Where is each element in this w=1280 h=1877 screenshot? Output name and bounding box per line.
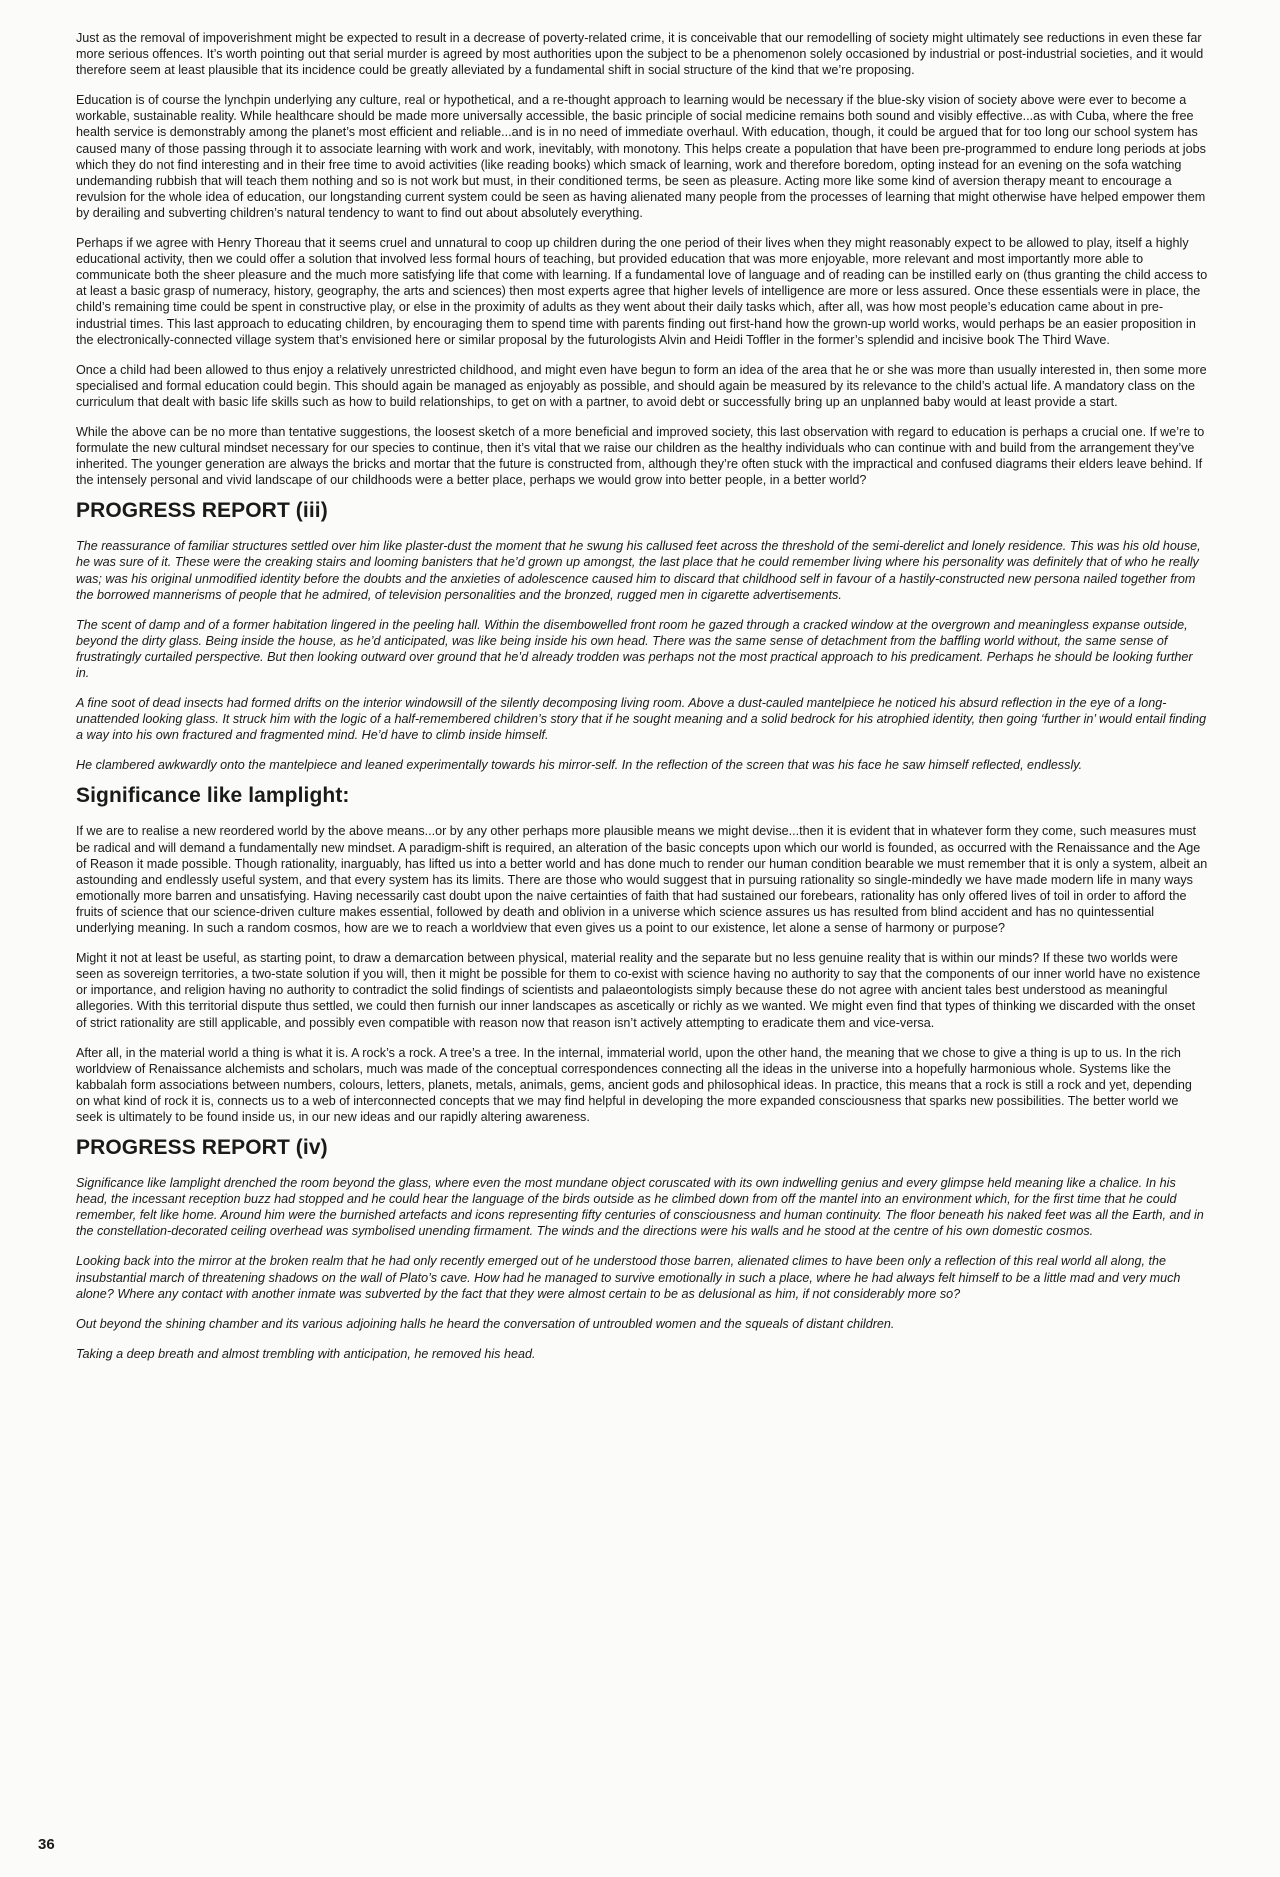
article-body bbox=[76, 30, 1208, 1376]
section-heading-progress-report-iv: PROGRESS REPORT (iv) bbox=[76, 1136, 328, 1160]
italic-paragraph: The scent of damp and of a former habitation lingered in the peeling hall. Within the disembowelled front room he gazed through a cracked window at the overgrown and meaningless expanse outside, beyond the dirty glass. Being inside the house, as he’d anticipated, was like being inside his own head. There was the same sense of detachment from the baffling world without, the same sense of frustratingly curtailed perspective. But then looking outward over ground that he’d already trodden was perhaps not the most practical approach to his predicament. Perhaps he should be looking further in. bbox=[76, 617, 1193, 680]
italic-paragraph: Significance like lamplight drenched the room beyond the glass, where even the most mundane object coruscated with its own indwelling genius and every glimpse held meaning like a chalice. In his head, the incessant reception buzz had stopped and he could hear the language of the birds outside as he climbed down from off the mantel into an environment which, for the first time that he could remember, felt like home. Around him were the burnished artefacts and icons representing fifty centuries of consciousness and human continuity. The floor beneath his naked feet was all the Earth, and in the constellation-decorated ceiling overhead was symbolised unending firmament. The winds and the directions were his walls and he stood at the centre of his own domestic cosmos. bbox=[76, 1176, 1204, 1239]
section-heading-significance-like-lamplight: Significance like lamplight: bbox=[76, 784, 350, 808]
paragraph: If we are to realise a new reordered world by the above means...or by any other perhaps more plausible means we might devise...then it is evident that in whatever form they come, such measures must be radical and will demand a fundamentally new mindset. A paradigm-shift is required, an alteration of the basic concepts upon which our world is founded, as occurred with the Renaissance and the Age of Reason it made possible. Though rationality, inarguably, has lifted us into a better world and has done much to render our human condition bearable we must remember that it is only a system, albeit an astounding and endlessly useful system, and that every system has its limits. There are those who would suggest that in pursuing rationality so single-mindedly we have made modern life in many ways emotionally more barren and unsatisfying. Having necessarily cast doubt upon the naive certainties of faith that had sustained our forebears, rationality has only offered lives of toil in order to afford the fruits of science that our science-driven culture makes essential, followed by death and oblivion in a universe which science assures us has resulted from blind accident and has no quintessential underlying meaning. In such a random cosmos, how are we to reach a worldview that even gives us a point to our existence, let alone a sense of harmony or purpose? bbox=[76, 824, 1208, 936]
paragraph: Once a child had been allowed to thus enjoy a relatively unrestricted childhood, and might even have begun to form an idea of the area that he or she was more than usually interested in, then some more specialised and formal education could begin. This should again be managed as enjoyably as possible, and should again be measured by its relevance to the child’s actual life. A mandatory class on the curriculum that dealt with basic life skills such as how to build relationships, to get on with a partner, to avoid debt or successfully bring up an unplanned baby would at least provide a start. bbox=[76, 362, 1207, 409]
paragraph: Just as the removal of impoverishment might be expected to result in a decrease of poverty-related crime, it is conceivable that our remodelling of society might ultimately see reductions in even these far more serious offences. It’s worth pointing out that serial murder is agreed by most authorities upon the subject to be a phenomenon solely occasioned by industrial or post-industrial societies, and it would therefore seem at least plausible that its incidence could be greatly alleviated by a fundamental shift in social structure of the kind that we’re proposing. bbox=[76, 31, 1204, 78]
italic-paragraph: He clambered awkwardly onto the mantelpiece and leaned experimentally towards his mirror-self. In the reflection of the screen that was his face he saw himself reflected, endlessly. bbox=[76, 758, 1083, 773]
italic-paragraph: Out beyond the shining chamber and its various adjoining halls he heard the conversation of untroubled women and the squeals of distant children. bbox=[76, 1316, 895, 1331]
paragraph: Might it not at least be useful, as starting point, to draw a demarcation between physical, material reality and the separate but no less genuine reality that is within our minds? If these two worlds were seen as sovereign territories, a two-state solution if you will, then it might be possible for them to co-exist with science having no authority to say that the components of our inner world have no existence or importance, and religion having no authority to contradict the solid findings of scientists and palaeontologists simply because these do not agree with ancient tales best understood as meaningful allegories. With this territorial dispute thus settled, we could then furnish our inner landscapes as ascetically or richly as we wanted. We might even find that types of thinking we discarded with the onset of strict rationality are still applicable, and possibly even compatible with reason now that reason isn’t actively attempting to eradicate them and vice-versa. bbox=[76, 951, 1201, 1030]
italic-paragraph: Looking back into the mirror at the broken realm that he had only recently emerged out of he understood those barren, alienated climes to have been only a reflection of this real world all along, the insubstantial march of threatening shadows on the wall of Plato’s cave. How had he managed to survive emotionally in such a place, where he had always felt himself to be a little mad and very much alone? Where any contact with another inmate was subverted by the fact that they were almost certain to be as delusional as him, if not considerably more so? bbox=[76, 1254, 1181, 1301]
paragraph: While the above can be no more than tentative suggestions, the loosest sketch of a more beneficial and improved society, this last observation with regard to education is perhaps a crucial one. If we’re to formulate the new cultural mindset necessary for our species to continue, then it’s vital that we raise our children as the healthy individuals who can continue with and build from the arrangement they’ve inherited. The younger generation are always the bricks and mortar that the future is constructed from, although they’re often stuck with the impractical and confused diagrams their elders leave behind. If the intensely personal and vivid landscape of our childhoods were a better place, perhaps we would grow into better people, in a better world? bbox=[76, 424, 1205, 488]
paragraph: After all, in the material world a thing is what it is. A rock’s a rock. A tree’s a tree. In the internal, immaterial world, upon the other hand, the meaning that we chose to give a thing is up to us. In the rich worldview of Renaissance alchemists and scholars, much was made of the conceptual correspondences connecting all the ideas in the universe into a hopefully harmonious whole. Systems like the kabbalah form associations between numbers, colours, letters, planets, metals, animals, gems, ancient gods and philosophical ideas. In practice, this means that a rock is still a rock and yet, depending on what kind of rock it is, connects us to a web of interconnected concepts that we may find helpful in developing the more expanded consciousness that sparks new possibilities. The better world we seek is ultimately to be found inside us, in our new ideas and our rapidly altering awareness. bbox=[76, 1045, 1192, 1124]
paragraph: Education is of course the lynchpin underlying any culture, real or hypothetical, and a re-thought approach to learning would be necessary if the blue-sky vision of society above were ever to become a workable, sustainable reality. While healthcare should be made more universally accessible, the basic principle of social medicine remains both sound and visibly effective...as with Cuba, where the free health service is demonstrably among the planet’s most efficient and reliable...and is in no need of immediate overhaul. With education, though, it could be argued that for too long our school system has caused many of those passing through it to associate learning with work and work, inevitably, with monotony. This helps create a population that have been pre-programmed to endure long periods at jobs which they do not find interesting and in their free time to avoid activities (like reading books) which smack of learning, work and therefore boredom, opting instead for an evening on the sofa watching undemanding rubbish that will teach them nothing and so is not work but must, in their conditioned terms, be seen as pleasure. Acting more like some kind of aversion therapy meant to encourage a revulsion for the whole idea of education, our longstanding current system could be seen as having alienated many people from the processes of learning that might otherwise have helped empower them by derailing and subverting children’s natural tendency to want to find out about absolutely everything. bbox=[76, 93, 1206, 220]
italic-paragraph: The reassurance of familiar structures settled over him like plaster-dust the moment that he swung his callused feet across the threshold of the semi-derelict and lonely residence. This was his old house, he was sure of it. These were the creaking stairs and looming banisters that he’d grown up amongst, the last place that he could remember living where his personality was definitely that of who he really was; was his original unmodified identity before the doubts and the anxieties of adolescence caused him to discard that childhood self in favour of a hastily-constructed new persona nailed together from the borrowed mannerisms of people that he admired, of television personalities and the bronzed, rugged men in cigarette advertisements. bbox=[76, 539, 1201, 602]
section-heading-progress-report-iii: PROGRESS REPORT (iii) bbox=[76, 499, 328, 523]
italic-paragraph: A fine soot of dead insects had formed drifts on the interior windowsill of the silently decomposing living room. Above a dust-cauled mantelpiece he noticed his absurd reflection in the eye of a long-unattended looking glass. It struck him with the logic of a half-remembered children’s story that if he sought meaning and a solid bedrock for his atrophied identity, then going ‘further in’ would entail finding a way into his own fractured and fragmented mind. He’d have to climb inside himself. bbox=[76, 696, 1207, 743]
paragraph: Perhaps if we agree with Henry Thoreau that it seems cruel and unnatural to coop up children during the one period of their lives when they might reasonably expect to be allowed to play, itself a highly educational activity, then we could offer a solution that involved less formal hours of teaching, but provided education that was more enjoyable, more relevant and most importantly more able to communicate both the sheer pleasure and the much more satisfying life that come with learning. If a fundamental love of language and of reading can be instilled early on (thus granting the child access to at least a basic grasp of numeracy, history, geography, the arts and sciences) then most experts agree that higher levels of intelligence are more or less assured. Once these essentials were in place, the child’s remaining time could be spent in constructive play, or else in the proximity of adults as they went about their daily tasks which, after all, was how most people’s education came about in pre-industrial times. This last approach to educating children, by encouraging them to spend time with parents finding out first-hand how the grown-up world works, would perhaps be an easier proposition in the electronically-connected village system that’s envisioned here or similar proposal by the futurologists Alvin and Heidi Toffler in the former’s splendid and incisive book The Third Wave. bbox=[76, 236, 1208, 347]
page-number: 36 bbox=[38, 1836, 55, 1853]
italic-paragraph: Taking a deep breath and almost trembling with anticipation, he removed his head. bbox=[76, 1346, 536, 1361]
